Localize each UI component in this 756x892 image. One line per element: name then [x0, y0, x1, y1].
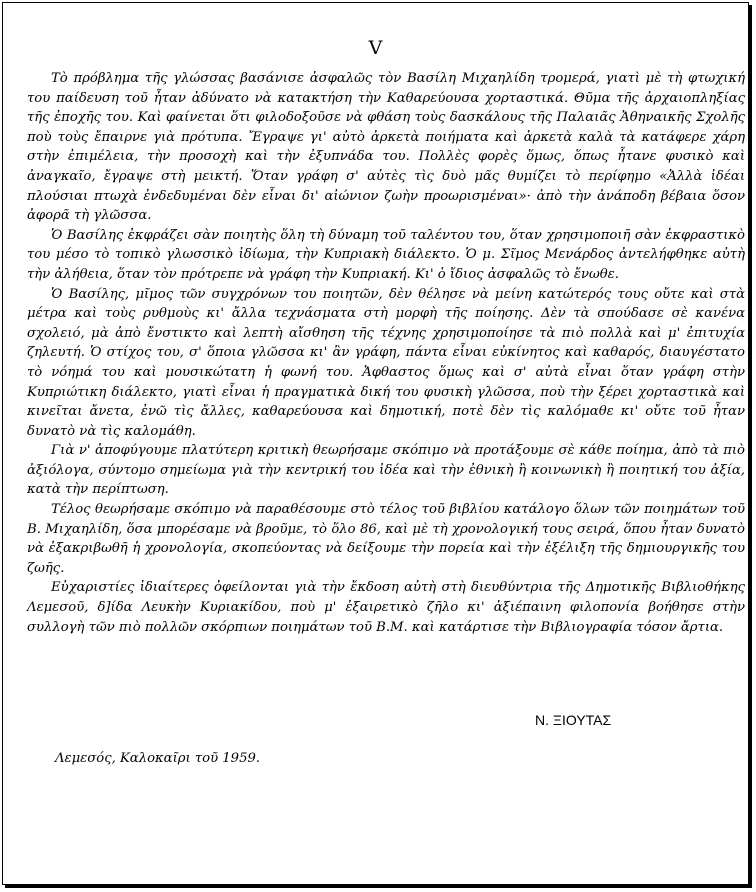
- body-text: [27, 69, 745, 637]
- place-date: Λεμεσός, Καλοκαῖρι τοῦ 1959.: [55, 751, 261, 766]
- paragraph: Γιὰ ν' ἀποφύγουμε πλατύτερη κριτικὴ θεωρήσαμε σκόπιμο νὰ προτάξουμε σὲ κάθε ποίημα, ἀπὸ τὰ πιὸ ἀξιόλογα, σύντομο σημείωμα γιὰ τὴν κεντρική του ἰδέα καὶ τὴν ἐθνικὴ ἢ κοινωνικὴ ἢ ποιητική του ἀξία, κατὰ τὴν περίπτωση.: [27, 443, 745, 498]
- paragraph: Τὸ πρόβλημα τῆς γλώσσας βασάνισε ἀσφαλῶς τὸν Βασίλη Μιχαηλίδη τρομερά, γιατὶ μὲ τὴ φτωχική του παίδευση τοῦ ἦταν ἀδύνατο νὰ κατακτήση τὴν Καθαρεύουσα χορταστικά. Θῦμα τῆς ἀρχαιοπληξίας τῆς ἐποχῆς του. Καὶ φαίνεται ὅτι φιλοδοξοῦσε νὰ φθάση τοὺς δασκάλους τῆς Παλαιᾶς Ἀθηναικῆς Σχολῆς ποὺ τοὺς ἔπαιρνε γιὰ πρότυπα. Ἔγραψε γι' αὐτὸ ἀρκετὰ ποιήματα καὶ ἀρκετὰ καλὰ τὰ κατάφερε χάρη στὴν ἐπιμέλεια, τὴν προσοχὴ καὶ τὴν ἐξυπνάδα του. Πολλὲς φορὲς ὅμως, ὅπως ἦτανε φυσικὸ καὶ ἀναγκαῖο, ἔγραψε στὴ μεικτή. Ὅταν γράφη σ' αὐτὲς τὶς δυὸ μᾶς θυμίζει τὸ περίφημο «Ἀλλὰ ἰδέαι πλούσιαι πτωχὰ ἐνδεδυμέναι δὲν εἶναι δι' αἰώνιον ζωὴν προωρισμέναι»· ἀπὸ τὴν ἀνάποδη βέβαια ὅσον ἀφορᾶ τὴ γλῶσσα.: [27, 71, 745, 224]
- document-page: [2, 2, 749, 885]
- paragraph: Εὐχαριστίες ἰδιαίτερες ὀφείλονται γιὰ τὴν ἔκδοση αὐτὴ στὴ διευθύντρια τῆς Δημοτικῆς Βιβλιοθήκης Λεμεσοῦ, δ]ίδα Λευκὴν Κυριακίδου, ποὺ μ' ἐξαιρετικὸ ζῆλο κι' ἀξιέπαινη φιλοπονία βοήθησε στὴν συλλογὴ τῶν πιὸ πολλῶν σκόρπιων ποιημάτων τοῦ Β.Μ. καὶ κατάρτισε τὴν Βιβλιογραφία τόσον ἄρτια.: [27, 580, 745, 635]
- paragraph: Τέλος θεωρήσαμε σκόπιμο νὰ παραθέσουμε στὸ τέλος τοῦ βιβλίου κατάλογο ὅλων τῶν ποιημάτων τοῦ Β. Μιχαηλίδη, ὅσα μπορέσαμε νὰ βροῦμε, τὸ ὅλο 86, καὶ μὲ τὴ χρονολογική τους σειρά, ὅπου ἦταν δυνατὸ νὰ ἐξακριβωθῆ ἡ χρονολογία, σκοπεύοντας νὰ δείξουμε τὴν πορεία καὶ τὴν ἐξέλιξη τῆς δημιουργικῆς του ζωῆς.: [27, 502, 745, 576]
- paragraph: Ὁ Βασίλης ἐκφράζει σὰν ποιητὴς ὅλη τὴ δύναμη τοῦ ταλέντου του, ὅταν χρησιμοποιῆ σὰν ἐκφραστικὸ του μέσο τὸ τοπικὸ γλωσσικὸ ἰδίωμα, τὴν Κυπριακὴ διάλεκτο. Ὁ μ. Σῖμος Μενάρδος ἀντελήφθηκε αὐτὴ τὴν ἀλήθεια, ὅταν τὸν πρότρεπε νὰ γράφη τὴν Κυπριακή. Κι' ὁ ἴδιος ἀσφαλῶς τὸ ἔνωθε.: [27, 227, 745, 282]
- paragraph: Ὁ Βασίλης, μῖμος τῶν συγχρόνων του ποιητῶν, δὲν θέλησε νὰ μείνη κατώτερός τους οὔτε καὶ στὰ μέτρα καὶ τοὺς ρυθμοὺς κι' ἄλλα τεχνάσματα στὴ μορφὴ τῆς ποίησης. Δὲν τὰ σπούδασε σὲ κανένα σχολειό, μὰ ἀπὸ ἔνστικτο καὶ λεπτὴ αἴσθηση τῆς τέχνης χρησιμοποίησε τὰ πιὸ πολλὰ καὶ μ' ἐπιτυχία ζηλευτή. Ὁ στίχος του, σ' ὅποια γλῶσσα κι' ἂν γράφη, πάντα εἶναι εὐκίνητος καὶ καθαρός, διαυγέστατο τὸ νόημά του καὶ μουσικώτατη ἡ φωνή του. Ἀφθαστος ὅμως καὶ σ' αὐτὰ εἶναι ὅταν γράφη στὴν Κυπριώτικη διάλεκτο, γιατὶ εἶναι ἡ πραγματικὰ δική του φυσικὴ γλῶσσα, ποὺ τὴν ξέρει χορταστικὰ καὶ κινεῖται ἄνετα, ἐνῶ τὶς ἄλλες, καθαρεύουσα καὶ δημοτική, ποτὲ δὲν τὶς καλόμαθε κι' οὔτε τοῦ ἦταν δυνατὸ νὰ τὶς καλομάθη.: [27, 286, 745, 439]
- author-signature: Ν. ΞΙΟΥΤΑΣ: [535, 712, 612, 728]
- chapter-heading: V: [368, 37, 383, 59]
